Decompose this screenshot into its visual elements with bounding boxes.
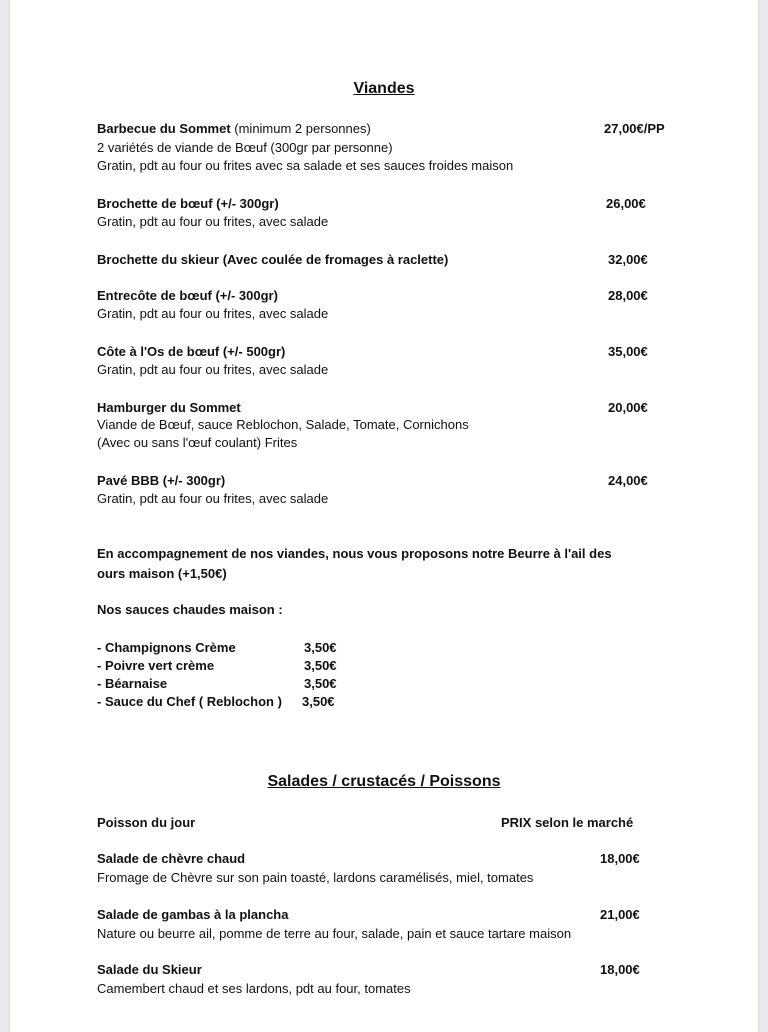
menu-item-desc: Gratin, pdt au four ou frites avec sa salade et ses sauces froides maison: [97, 158, 514, 173]
menu-item-desc: Gratin, pdt au four ou frites, avec salade: [97, 491, 329, 506]
menu-item-price: 27,00€/PP: [604, 121, 665, 136]
menu-item-name: Salade du Skieur: [97, 962, 202, 977]
menu-item-price: 26,00€: [606, 196, 646, 211]
menu-item-note: (minimum 2 personnes): [230, 121, 371, 136]
menu-item-name: Salade de gambas à la plancha: [97, 907, 289, 922]
menu-item-price: 18,00€: [600, 851, 640, 866]
menu-item-name: Pavé BBB (+/- 300gr): [97, 473, 226, 488]
sauce-price: 3,50€: [304, 676, 337, 691]
menu-item-desc: (Avec ou sans l'œuf coulant) Frites: [97, 435, 298, 450]
section-title-viandes: Viandes: [353, 80, 415, 97]
menu-item-name: Entrecôte de bœuf (+/- 300gr): [97, 288, 278, 303]
sauce-price: 3,50€: [304, 658, 337, 673]
menu-item-price: PRIX selon le marché: [501, 815, 634, 830]
menu-item-name: Poisson du jour: [97, 815, 196, 830]
menu-item-desc: Gratin, pdt au four ou frites, avec salade: [97, 362, 329, 377]
menu-item-price: 21,00€: [600, 907, 640, 922]
menu-page: [10, 0, 758, 1032]
sauce-price: 3,50€: [304, 640, 337, 655]
menu-item-desc: Gratin, pdt au four ou frites, avec salade: [97, 306, 329, 321]
menu-item-name: Salade de chèvre chaud: [97, 851, 246, 866]
menu-item-desc: Viande de Bœuf, sauce Reblochon, Salade, Tomate, Cornichons: [97, 417, 469, 432]
menu-item-name: Côte à l'Os de bœuf (+/- 500gr): [97, 344, 286, 359]
sauce-name: - Champignons Crème: [97, 640, 236, 655]
menu-item-price: 32,00€: [608, 252, 648, 267]
accompaniment-text: En accompagnement de nos viandes, nous vous proposons notre Beurre à l'ail des: [97, 546, 612, 561]
menu-item-price: 24,00€: [608, 473, 648, 488]
menu-item-name: Brochette de bœuf (+/- 300gr): [97, 196, 279, 211]
menu-item-name: Hamburger du Sommet: [97, 400, 241, 415]
menu-item-desc: Fromage de Chèvre sur son pain toasté, lardons caramélisés, miel, tomates: [97, 870, 534, 885]
section-title-salades: Salades / crustacés / Poissons: [267, 773, 501, 790]
menu-item-price: 28,00€: [608, 288, 648, 303]
menu-item-name: Brochette du skieur (Avec coulée de fromages à raclette): [97, 252, 449, 267]
menu-item-name: Barbecue du Sommet (minimum 2 personnes): [97, 121, 371, 136]
sauce-name: - Sauce du Chef ( Reblochon ): [97, 694, 282, 709]
menu-item-price: 18,00€: [600, 962, 640, 977]
sauces-title: Nos sauces chaudes maison :: [97, 602, 283, 617]
menu-item-desc: Camembert chaud et ses lardons, pdt au four, tomates: [97, 981, 411, 996]
menu-item-desc: Gratin, pdt au four ou frites, avec salade: [97, 214, 329, 229]
sauce-name: - Poivre vert crème: [97, 658, 215, 673]
sauce-name: - Béarnaise: [97, 676, 168, 691]
menu-item-desc: Nature ou beurre ail, pomme de terre au four, salade, pain et sauce tartare maison: [97, 926, 572, 941]
menu-item-price: 35,00€: [608, 344, 648, 359]
sauce-price: 3,50€: [302, 694, 335, 709]
menu-item-desc: 2 variétés de viande de Bœuf (300gr par personne): [97, 140, 393, 155]
accompaniment-text: ours maison (+1,50€): [97, 566, 227, 581]
menu-item-price: 20,00€: [608, 400, 648, 415]
